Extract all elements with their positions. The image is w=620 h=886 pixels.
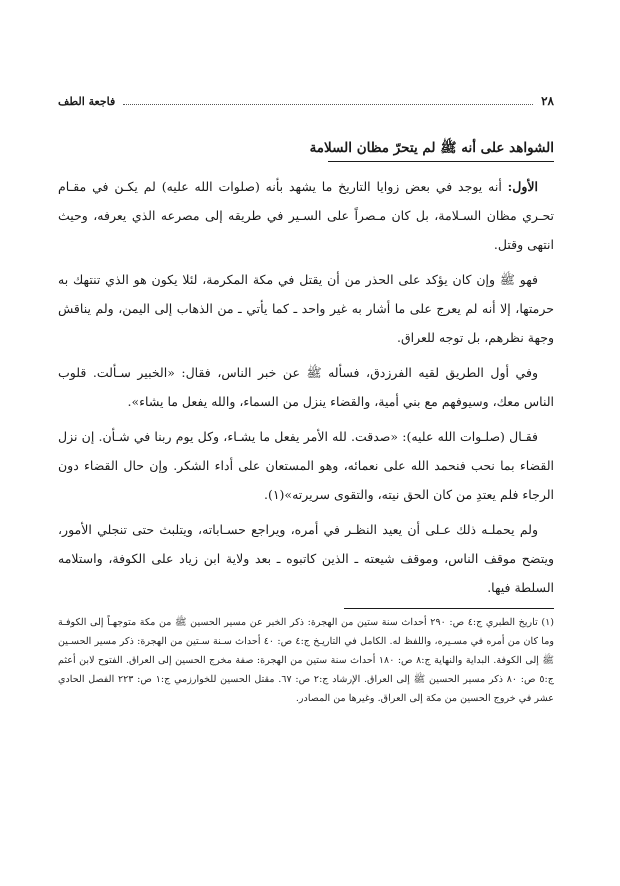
paragraph-1-lead: الأول: [507, 179, 538, 194]
page-number: ٢٨ [541, 94, 554, 108]
footnote-separator [344, 608, 554, 609]
paragraph-2: فهو ﷺ وإن كان يؤكد على الحذر من أن يقتل في مكة المكرمة، لئلا يكون هو الذي تنتهك به حرمتها، إلا أنه لم يعرج على ما أشار به غير واحد ـ كما يأتي ـ من الذهاب إلى اليمن، ولم يناقش وجهة نظرهم، بل توجه للعراق. [58, 272, 554, 345]
header-dot-leader [123, 96, 533, 105]
book-title: فاجعة الطف [58, 95, 116, 108]
footnote: (١) تاريخ الطبري ج:٤ ص: ٢٩٠ أحداث سنة ستين من الهجرة: ذكر الخبر عن مسير الحسين ﷺ من مكة متوجهـاً إلى الكوفـة وما كان من أمره في مسـيره، واللفظ له. الكامل في التاريـخ ج:٤ ص: ٤٠ أحداث سـنة سـتين من الهجرة: ذكر مسير الحسـين ﷺ إلى الكوفة. البداية والنهاية ج:٨ ص: ١٨٠ أحداث سنة ستين من الهجرة: صفة مخرج الحسين إلى العراق. الفتوح لابن أعثم ج:٥ ص: ٨٠ ذكر مسير الحسين ﷺ إلى العراق. الإرشاد ج:٢ ص: ٦٧. مقتل الحسين للخوارزمي ج:١ ص: ٢٢٣ الفصل الحادي عشر في خروج الحسين من مكة إلى العراق. وغيرها من المصادر. [58, 617, 554, 704]
section-title-underline [328, 161, 554, 162]
paragraph-1 [58, 172, 554, 259]
paragraph-1-text: أنه يوجد في بعض زوايا التاريخ ما يشهد بأنه (صلوات الله عليه) لم يكـن في مقـام تحـري مظان السـلامة، بل كان مـصراً على السـير في طريقه إلى مصرعه الذي يعرفه، وحيث انتهى وقتل. [58, 179, 554, 252]
section-title: الشواهد على أنه ﷺ لم يتحرّ مظان السلامة [309, 140, 554, 156]
paragraph-4: فقـال (صلـوات الله عليه): «صدقت. لله الأمر يفعل ما يشـاء، وكل يوم ربنا في شـأن. إن نزل القضاء بما نحب فنحمد الله على نعمائه، وهو المستعان على أداء الشكر. وإن حال القضاء دون الرجاء فلم يعتدِ من كان الحق نيته، والتقوى سريرته»(١). [58, 429, 554, 502]
paragraph-5: ولم يحملـه ذلك عـلى أن يعيد النظـر في أمره، ويراجع حسـاباته، ويتلبث حتى تنجلي الأمور، ويتضح موقف الناس، وموقف شيعته ـ الذين كاتبوه ـ بعد ولاية ابن زياد على الكوفة، واستلامه السلطة فيها. [58, 522, 554, 595]
book-page [58, 94, 554, 708]
running-header [58, 94, 554, 116]
paragraph-3: وفي أول الطريق لقيه الفرزدق، فسأله ﷺ عن خبر الناس، فقال: «الخبير سـألت. قلوب الناس معك، وسيوفهم مع بني أمية، والقضاء ينزل من السماء، والله يفعل ما يشاء». [58, 365, 554, 409]
